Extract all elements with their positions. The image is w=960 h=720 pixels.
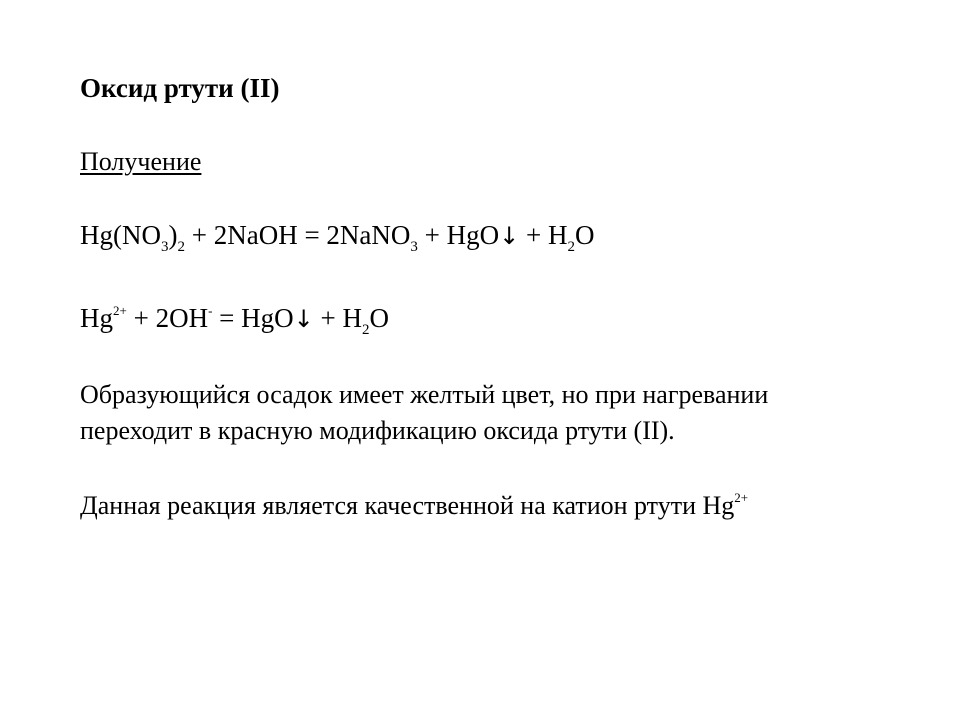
eq2-water: + H	[313, 303, 362, 333]
paragraph-qualitative-text: Данная реакция является качественной на катион ртути Hg	[80, 491, 735, 520]
eq1-subscript: 2	[177, 239, 185, 255]
eq2-superscript: 2+	[113, 303, 127, 318]
eq1-reactant-mercury-nitrate: Hg(NO	[80, 220, 161, 250]
eq2-hydroxide: + 2OH	[126, 303, 209, 333]
eq1-subscript: 3	[161, 239, 169, 255]
section-heading-preparation: Получение	[80, 147, 202, 176]
mercury-ion-charge: 2+	[734, 490, 749, 505]
molecular-equation	[80, 219, 595, 256]
eq2-subscript: 2	[362, 322, 370, 338]
paragraph-qualitative-reaction	[80, 490, 748, 526]
eq1-subscript: 2	[567, 239, 575, 255]
precipitate-arrow-icon: ↓	[293, 305, 314, 333]
eq2-water-o: O	[369, 303, 389, 333]
eq1-paren: )	[168, 220, 178, 250]
paragraph-precipitate-line-1: Образующийся осадок имеет желтый цвет, но при нагревании	[80, 380, 769, 409]
paragraph-precipitate-line-2: переходит в красную модификацию оксида ртути (II).	[80, 416, 675, 445]
eq1-water: + H	[519, 220, 568, 250]
eq2-product-hgo: = HgO	[212, 303, 294, 333]
slide-title: Оксид ртути (II)	[80, 73, 280, 103]
ionic-equation	[80, 302, 389, 339]
eq2-superscript: -	[208, 303, 213, 318]
eq1-water-o: O	[575, 220, 595, 250]
eq1-middle: + 2NaOH = 2NaNO	[185, 220, 411, 250]
eq1-product-hgo: + HgO	[417, 220, 500, 250]
eq2-mercury-ion: Hg	[80, 303, 113, 333]
eq1-subscript: 3	[410, 239, 418, 255]
precipitate-arrow-icon: ↓	[499, 222, 520, 250]
